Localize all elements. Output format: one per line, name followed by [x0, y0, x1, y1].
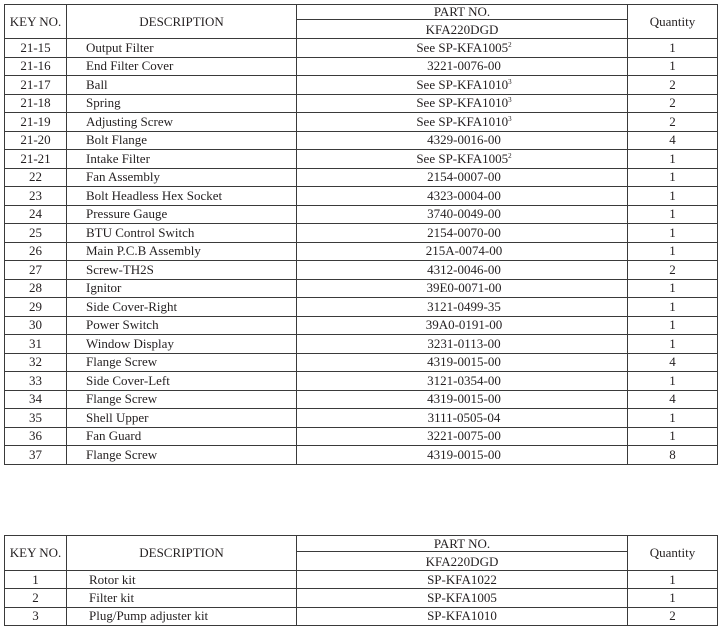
quantity-text: 1 — [669, 150, 676, 166]
key-no-text: 21-21 — [20, 150, 51, 166]
part-no-text: 39A0-0191-00 — [425, 317, 503, 333]
part-no-text: 3221-0075-00 — [427, 428, 501, 444]
quantity-cell — [628, 409, 718, 428]
quantity-cell — [628, 76, 718, 95]
description-text: Fan Guard — [86, 428, 142, 444]
description-cell — [67, 57, 297, 76]
quantity-cell — [628, 168, 718, 187]
part-no-text: 4329-0016-00 — [427, 132, 501, 148]
description-text: Side Cover-Right — [86, 298, 178, 314]
description-cell — [67, 242, 297, 261]
quantity-text: 1 — [669, 335, 676, 351]
key-no-cell — [5, 446, 67, 465]
description-cell — [67, 113, 297, 132]
quantity-text: 1 — [669, 187, 676, 203]
description-cell — [67, 335, 297, 354]
part-no-cell — [297, 372, 628, 391]
part-no-cell — [297, 409, 628, 428]
footnote-marker: 2 — [508, 40, 512, 49]
table-row — [5, 390, 718, 409]
part-no-cell — [297, 150, 628, 169]
kits-table — [4, 535, 718, 626]
key-no-text: 2 — [32, 589, 39, 605]
part-no-text: SP-KFA1022 — [427, 571, 497, 587]
part-no-cell — [297, 168, 628, 187]
key-no-text: 3 — [32, 608, 39, 624]
quantity-text: 4 — [669, 391, 676, 407]
part-no-text: 2154-0070-00 — [427, 224, 501, 240]
part-no-cell — [297, 224, 628, 243]
part-no-cell — [297, 571, 628, 589]
part-no-text: 39E0-0071-00 — [426, 280, 502, 296]
quantity-cell — [628, 298, 718, 317]
key-no-text: 26 — [29, 243, 42, 259]
header-key-no: KEY NO. — [5, 5, 67, 39]
quantity-cell — [628, 279, 718, 298]
quantity-text: 2 — [669, 261, 676, 277]
key-no-cell — [5, 316, 67, 335]
part-no-cell — [297, 242, 628, 261]
part-no-text: 4319-0015-00 — [427, 354, 501, 370]
parts-table — [4, 4, 718, 465]
description-cell — [67, 39, 297, 58]
key-no-text: 25 — [29, 224, 42, 240]
key-no-text: 21-18 — [20, 95, 51, 111]
description-text: Intake Filter — [86, 150, 150, 166]
table-row — [5, 427, 718, 446]
quantity-text: 2 — [669, 95, 676, 111]
quantity-cell — [628, 390, 718, 409]
key-no-cell — [5, 76, 67, 95]
quantity-text: 1 — [669, 243, 676, 259]
part-no-cell — [297, 316, 628, 335]
part-no-cell — [297, 113, 628, 132]
description-text: Main P.C.B Assembly — [86, 243, 201, 259]
footnote-marker: 2 — [508, 151, 512, 160]
description-cell — [67, 446, 297, 465]
quantity-cell — [628, 571, 718, 589]
part-no-text: SP-KFA1005 — [427, 589, 497, 605]
description-cell — [67, 94, 297, 113]
key-no-cell — [5, 409, 67, 428]
description-cell — [67, 390, 297, 409]
key-no-text: 24 — [29, 206, 42, 222]
quantity-text: 1 — [669, 571, 676, 587]
part-no-cell — [297, 335, 628, 354]
header-model: KFA220DGD — [297, 552, 628, 571]
key-no-text: 27 — [29, 261, 42, 277]
description-cell — [67, 353, 297, 372]
description-cell — [67, 316, 297, 335]
description-cell — [67, 372, 297, 391]
description-text: Flange Screw — [86, 391, 158, 407]
part-no-text: 4319-0015-00 — [427, 446, 501, 462]
description-text: Window Display — [86, 335, 174, 351]
table-row — [5, 187, 718, 206]
quantity-text: 1 — [669, 39, 676, 55]
quantity-text: 1 — [669, 280, 676, 296]
description-cell — [67, 261, 297, 280]
description-text: Adjusting Screw — [86, 113, 174, 129]
quantity-text: 4 — [669, 354, 676, 370]
key-no-text: 30 — [29, 317, 42, 333]
part-no-cell — [297, 39, 628, 58]
description-cell — [67, 224, 297, 243]
key-no-cell — [5, 335, 67, 354]
quantity-text: 1 — [669, 298, 676, 314]
header-part-no: PART NO. — [297, 536, 628, 552]
part-no-cell — [297, 353, 628, 372]
key-no-text: 21-19 — [20, 113, 51, 129]
description-text: Fan Assembly — [86, 169, 161, 185]
table-row — [5, 589, 718, 607]
key-no-cell — [5, 224, 67, 243]
part-no-text: See SP-KFA1005 — [416, 39, 509, 55]
key-no-text: 31 — [29, 335, 42, 351]
description-cell — [67, 409, 297, 428]
part-no-text: 3121-0354-00 — [427, 372, 501, 388]
key-no-cell — [5, 131, 67, 150]
part-no-text: 3121-0499-35 — [427, 298, 501, 314]
description-text: Bolt Flange — [86, 132, 148, 148]
quantity-text: 2 — [669, 608, 676, 624]
parts-table-body — [5, 39, 718, 465]
part-no-text: 3231-0113-00 — [427, 335, 501, 351]
key-no-text: 34 — [29, 391, 42, 407]
key-no-text: 21-17 — [20, 76, 51, 92]
quantity-cell — [628, 427, 718, 446]
part-no-cell — [297, 205, 628, 224]
description-cell — [67, 76, 297, 95]
key-no-cell — [5, 298, 67, 317]
table-row — [5, 353, 718, 372]
table-row — [5, 409, 718, 428]
key-no-cell — [5, 113, 67, 132]
key-no-text: 35 — [29, 409, 42, 425]
part-no-text: See SP-KFA1010 — [416, 95, 509, 111]
quantity-cell — [628, 607, 718, 625]
quantity-cell — [628, 224, 718, 243]
header-description: DESCRIPTION — [67, 536, 297, 571]
key-no-text: 23 — [29, 187, 42, 203]
quantity-text: 1 — [669, 372, 676, 388]
part-no-cell — [297, 261, 628, 280]
table-row — [5, 131, 718, 150]
quantity-text: 8 — [669, 446, 676, 462]
quantity-cell — [628, 94, 718, 113]
part-no-cell — [297, 298, 628, 317]
part-no-text: 4312-0046-00 — [427, 261, 501, 277]
table-row — [5, 571, 718, 589]
part-no-text: See SP-KFA1005 — [416, 150, 509, 166]
quantity-cell — [628, 150, 718, 169]
table-row — [5, 242, 718, 261]
quantity-text: 2 — [669, 76, 676, 92]
description-text: Power Switch — [86, 317, 159, 333]
quantity-text: 1 — [669, 409, 676, 425]
quantity-cell — [628, 261, 718, 280]
quantity-cell — [628, 131, 718, 150]
description-text: Flange Screw — [86, 446, 158, 462]
description-cell — [67, 205, 297, 224]
description-text: Shell Upper — [86, 409, 149, 425]
description-text: Output Filter — [86, 39, 154, 55]
key-no-cell — [5, 57, 67, 76]
table-row — [5, 372, 718, 391]
footnote-marker: 3 — [508, 114, 512, 123]
description-text: Bolt Headless Hex Socket — [86, 187, 223, 203]
key-no-cell — [5, 150, 67, 169]
key-no-text: 1 — [32, 571, 39, 587]
key-no-cell — [5, 39, 67, 58]
part-no-text: 3740-0049-00 — [427, 206, 501, 222]
header-key-no: KEY NO. — [5, 536, 67, 571]
key-no-cell — [5, 261, 67, 280]
key-no-cell — [5, 168, 67, 187]
key-no-text: 37 — [29, 446, 42, 462]
header-quantity: Quantity — [628, 5, 718, 39]
part-no-text: See SP-KFA1010 — [416, 76, 509, 92]
key-no-cell — [5, 571, 67, 589]
part-no-cell — [297, 94, 628, 113]
description-text: End Filter Cover — [86, 58, 174, 74]
quantity-cell — [628, 372, 718, 391]
key-no-text: 21-16 — [20, 58, 51, 74]
key-no-text: 32 — [29, 354, 42, 370]
quantity-cell — [628, 589, 718, 607]
table-row — [5, 168, 718, 187]
description-text: Spring — [86, 95, 121, 111]
table-row — [5, 261, 718, 280]
quantity-cell — [628, 353, 718, 372]
quantity-text: 2 — [669, 113, 676, 129]
key-no-cell — [5, 242, 67, 261]
footnote-marker: 3 — [508, 77, 512, 86]
quantity-cell — [628, 187, 718, 206]
description-cell — [67, 607, 297, 625]
key-no-text: 33 — [29, 372, 42, 388]
header-model: KFA220DGD — [297, 20, 628, 39]
table-row — [5, 205, 718, 224]
table-row — [5, 57, 718, 76]
description-text: Flange Screw — [86, 354, 158, 370]
part-no-cell — [297, 279, 628, 298]
table-row — [5, 150, 718, 169]
quantity-cell — [628, 335, 718, 354]
description-text: Pressure Gauge — [86, 206, 168, 222]
table-row — [5, 607, 718, 625]
part-no-text: 215A-0074-00 — [425, 243, 503, 259]
key-no-cell — [5, 589, 67, 607]
part-no-text: 3111-0505-04 — [427, 409, 501, 425]
description-cell — [67, 131, 297, 150]
description-cell — [67, 298, 297, 317]
description-text: Plug/Pump adjuster kit — [89, 608, 209, 624]
key-no-text: 22 — [29, 169, 42, 185]
kits-table-body — [5, 571, 718, 626]
quantity-cell — [628, 39, 718, 58]
description-text: Ball — [86, 76, 108, 92]
part-no-text: See SP-KFA1010 — [416, 113, 509, 129]
description-text: Rotor kit — [89, 571, 136, 587]
header-description: DESCRIPTION — [67, 5, 297, 39]
table-row — [5, 446, 718, 465]
quantity-cell — [628, 446, 718, 465]
part-no-text: SP-KFA1010 — [427, 608, 497, 624]
key-no-cell — [5, 279, 67, 298]
table-row — [5, 76, 718, 95]
key-no-text: 21-20 — [20, 132, 51, 148]
key-no-cell — [5, 94, 67, 113]
quantity-text: 1 — [669, 169, 676, 185]
part-no-cell — [297, 589, 628, 607]
table-row — [5, 279, 718, 298]
key-no-cell — [5, 205, 67, 224]
part-no-text: 2154-0007-00 — [427, 169, 501, 185]
part-no-cell — [297, 131, 628, 150]
quantity-text: 1 — [669, 224, 676, 240]
description-cell — [67, 150, 297, 169]
description-cell — [67, 187, 297, 206]
key-no-cell — [5, 390, 67, 409]
quantity-cell — [628, 316, 718, 335]
table-row — [5, 316, 718, 335]
description-cell — [67, 589, 297, 607]
table-row — [5, 94, 718, 113]
part-no-cell — [297, 187, 628, 206]
quantity-cell — [628, 205, 718, 224]
quantity-text: 1 — [669, 206, 676, 222]
part-no-cell — [297, 607, 628, 625]
table-row — [5, 298, 718, 317]
table-row — [5, 39, 718, 58]
key-no-text: 21-15 — [20, 39, 51, 55]
key-no-text: 28 — [29, 280, 42, 296]
quantity-cell — [628, 57, 718, 76]
part-no-cell — [297, 446, 628, 465]
part-no-cell — [297, 57, 628, 76]
part-no-text: 4319-0015-00 — [427, 391, 501, 407]
description-text: Ignitor — [86, 280, 122, 296]
key-no-cell — [5, 372, 67, 391]
key-no-cell — [5, 427, 67, 446]
quantity-text: 4 — [669, 132, 676, 148]
description-text: BTU Control Switch — [86, 224, 195, 240]
part-no-cell — [297, 390, 628, 409]
quantity-cell — [628, 242, 718, 261]
key-no-text: 29 — [29, 298, 42, 314]
quantity-text: 1 — [669, 58, 676, 74]
quantity-text: 1 — [669, 428, 676, 444]
table-row — [5, 224, 718, 243]
description-cell — [67, 279, 297, 298]
header-part-no: PART NO. — [297, 5, 628, 20]
header-quantity: Quantity — [628, 536, 718, 571]
description-text: Filter kit — [89, 589, 135, 605]
part-no-text: 4323-0004-00 — [427, 187, 501, 203]
quantity-cell — [628, 113, 718, 132]
description-text: Screw-TH2S — [86, 261, 154, 277]
footnote-marker: 3 — [508, 96, 512, 105]
part-no-cell — [297, 427, 628, 446]
description-text: Side Cover-Left — [86, 372, 170, 388]
key-no-cell — [5, 353, 67, 372]
description-cell — [67, 571, 297, 589]
quantity-text: 1 — [669, 317, 676, 333]
key-no-cell — [5, 607, 67, 625]
table-row — [5, 335, 718, 354]
quantity-text: 1 — [669, 589, 676, 605]
description-cell — [67, 427, 297, 446]
key-no-text: 36 — [29, 428, 42, 444]
description-cell — [67, 168, 297, 187]
table-row — [5, 113, 718, 132]
part-no-cell — [297, 76, 628, 95]
part-no-text: 3221-0076-00 — [427, 58, 501, 74]
key-no-cell — [5, 187, 67, 206]
